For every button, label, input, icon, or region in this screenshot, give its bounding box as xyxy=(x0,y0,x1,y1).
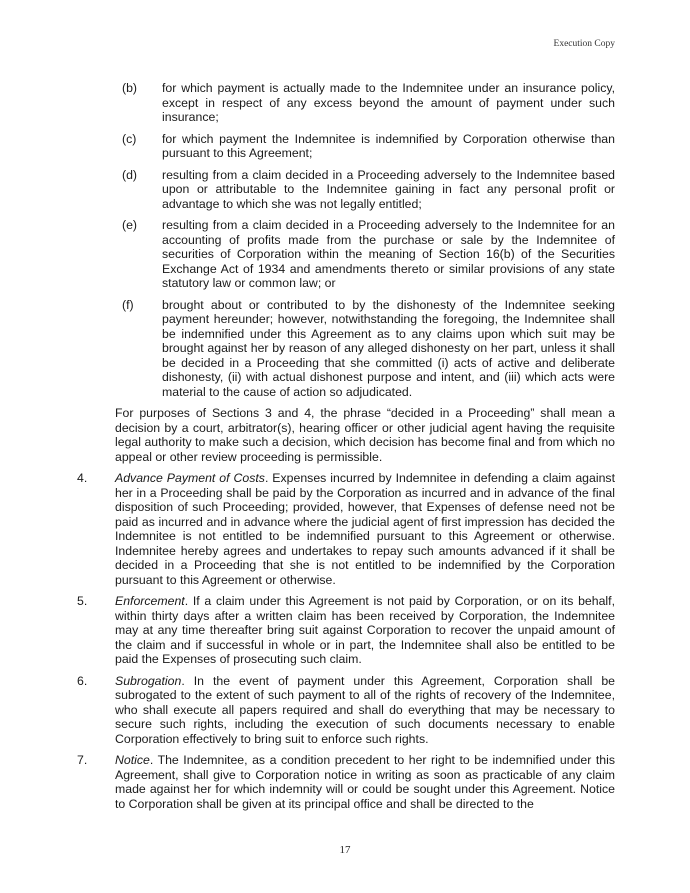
document-header: Execution Copy xyxy=(553,39,615,49)
definition-paragraph: For purposes of Sections 3 and 4, the phrase “decided in a Proceeding” shall mean a decision by a court, arbitrator(s), hearing officer or other judicial agent having the requisite legal authority to make such a decision, which decision has become final and from which no appeal or other review proceeding is permissible. xyxy=(115,406,615,464)
section-5-enforcement xyxy=(77,594,615,667)
sub-item-e xyxy=(122,218,615,291)
section-text: . The Indemnitee, as a condition precedent to her right to be indemnified under this Agreement, shall give to Corporation notice in writing as soon as practicable of any claim made against her for which indemnity will or could be sought under this Agreement. Notice to Corporation shall be given at its principal office and shall be directed to the xyxy=(115,753,615,811)
sub-item-d xyxy=(122,167,615,212)
section-text: . In the event of payment under this Agreement, Corporation shall be subrogated to the extent of such payment to all of the rights of recovery of the Indemnitee, who shall execute all papers required and shall do everything that may be necessary to secure such rights, including the execution of such documents necessary to enable Corporation effectively to bring suit to enforce such rights. xyxy=(115,673,615,746)
section-text: . Expenses incurred by Indemnitee in defending a claim against her in a Proceeding shall be paid by the Corporation as incurred and in advance of the final disposition of such Proceeding; provided, however, that Expenses of defense need not be paid as incurred and in advance where the judicial agent of first impression has decided the Indemnitee is not entitled to be indemnified pursuant to this Agreement or otherwise. Indemnitee hereby agrees and undertakes to repay such amounts advanced if it shall be decided in a Proceeding that she is not entitled to be indemnified by the Corporation pursuant to this Agreement or otherwise. xyxy=(115,471,615,587)
sub-item-label: (f) xyxy=(122,297,134,312)
section-text: . If a claim under this Agreement is not paid by Corporation, or on its behalf, within thirty days after a written claim has been received by Corporation, the Indemnitee may at any time thereafter bring suit against Corporation to recover the unpaid amount of the claim and if successful in whole or in part, the Indemnitee shall also be entitled to be paid the Expenses of prosecuting such claim. xyxy=(115,594,615,666)
section-7-notice xyxy=(77,753,615,811)
sub-item-text: resulting from a claim decided in a Proceeding adversely to the Indemnitee based upon or attributable to the Indemnitee gaining in fact any personal profit or advantage to which she was not legally entitled; xyxy=(162,167,615,211)
section-4-advance-payment xyxy=(77,471,615,587)
sub-item-text: for which payment is actually made to the Indemnitee under an insurance policy, except in respect of any excess beyond the amount of payment under such insurance; xyxy=(162,81,615,124)
sub-item-label: (c) xyxy=(122,131,137,146)
sub-item-label: (d) xyxy=(122,167,138,182)
sub-item-text: for which payment the Indemnitee is indemnified by Corporation otherwise than pursuant to this Agreement; xyxy=(162,131,615,160)
section-number: 7. xyxy=(77,753,88,767)
section-heading: Notice xyxy=(115,753,150,767)
document-body xyxy=(0,81,690,818)
section-number: 5. xyxy=(77,594,88,608)
sub-item-c xyxy=(122,131,615,161)
section-number: 4. xyxy=(77,471,88,485)
section-number: 6. xyxy=(77,673,88,688)
section-heading: Advance Payment of Costs xyxy=(115,471,265,485)
section-heading: Subrogation xyxy=(115,673,182,688)
sub-item-label: (e) xyxy=(122,218,138,232)
sub-item-b xyxy=(122,81,615,125)
section-heading: Enforcement xyxy=(115,594,185,608)
section-6-subrogation xyxy=(77,673,615,747)
page-number: 17 xyxy=(339,844,351,856)
sub-item-text: resulting from a claim decided in a Proceeding adversely to the Indemnitee for an accounting of profits made from the purchase or sale by the Indemnitee of securities of Corporation within the meaning of Section 16(b) of the Securities Exchange Act of 1934 and amendments thereto or similar provisions of any state statutory law or common law; or xyxy=(162,218,615,290)
sub-item-f xyxy=(122,297,615,400)
sub-item-text: brought about or contributed to by the dishonesty of the Indemnitee seeking payment hereunder; however, notwithstanding the foregoing, the Indemnitee shall be indemnified under this Agreement as to any claims upon which suit may be brought against her by reason of any alleged dishonesty on her part, unless it shall be decided in a Proceeding that she committed (i) acts of active and deliberate dishonesty, (ii) with actual dishonest purpose and intent, and (iii) which acts were material to the cause of action so adjudicated. xyxy=(162,297,615,399)
sub-item-label: (b) xyxy=(122,81,138,95)
